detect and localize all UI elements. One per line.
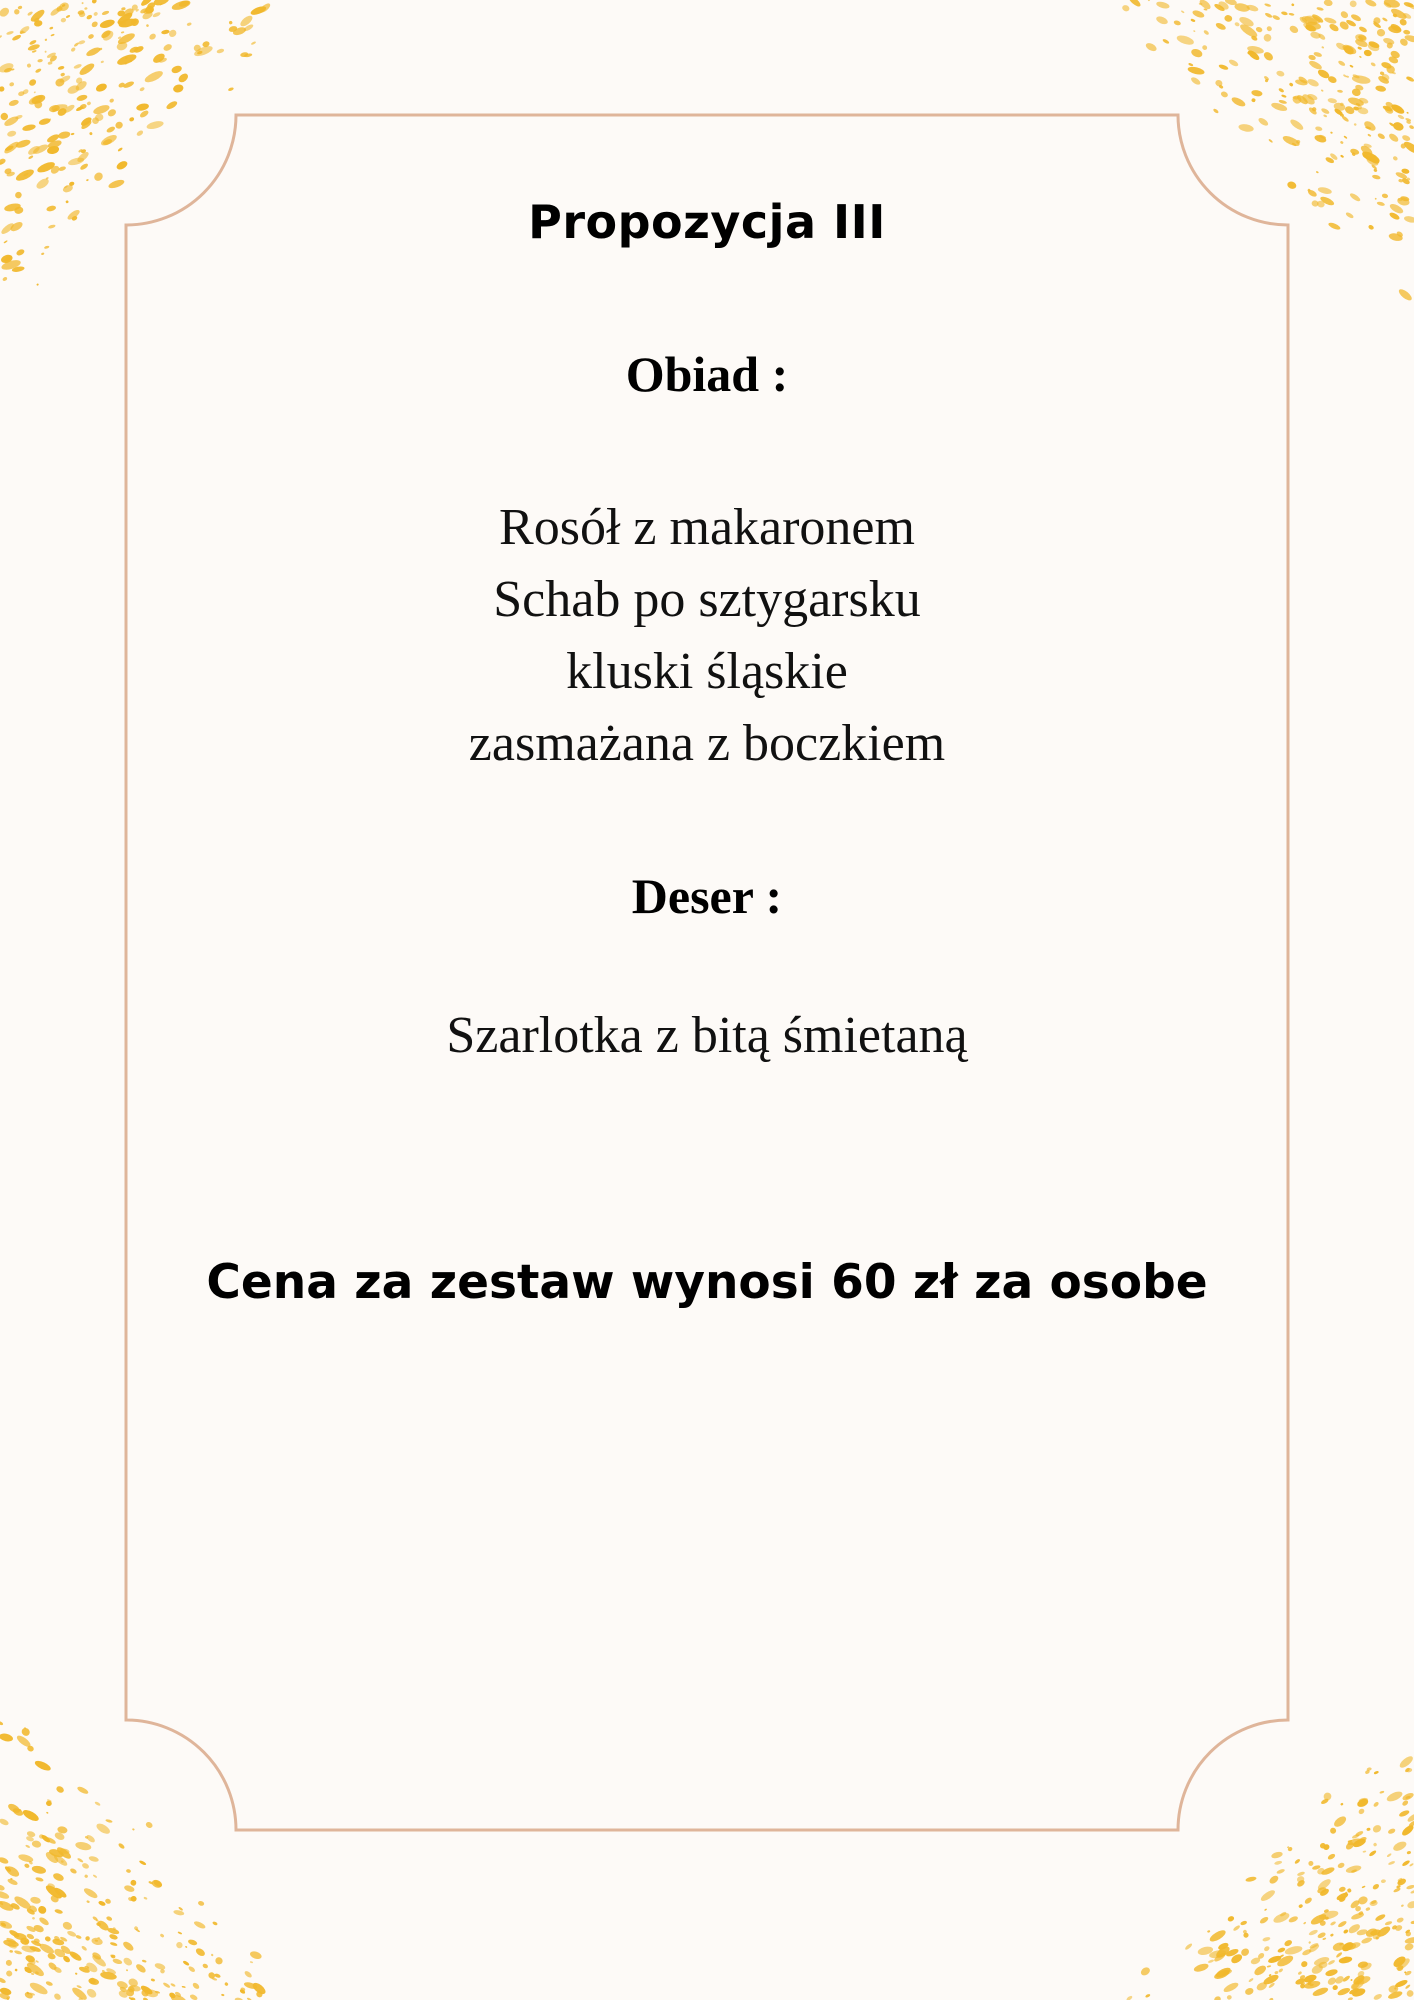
lunch-dish-list [124,492,1290,780]
menu-card [124,115,1290,1830]
lunch-dish-item: zasmażana z boczkiem [468,715,946,772]
lunch-dish-item: Rosół z makaronem [499,499,915,556]
price-text: Cena za zestaw wynosi 60 zł za osobe [206,1255,1208,1310]
lunch-dish-item: Schab po sztygarsku [493,571,921,628]
lunch-dish-item: kluski śląskie [566,643,848,700]
lunch-heading: Obiad : [625,346,789,402]
menu-title: Propozycja III [528,195,886,249]
dessert-dish-item: Szarlotka z bitą śmietaną [446,1007,968,1064]
dessert-heading: Deser : [631,868,783,924]
dessert-dish-list [124,1000,1290,1072]
